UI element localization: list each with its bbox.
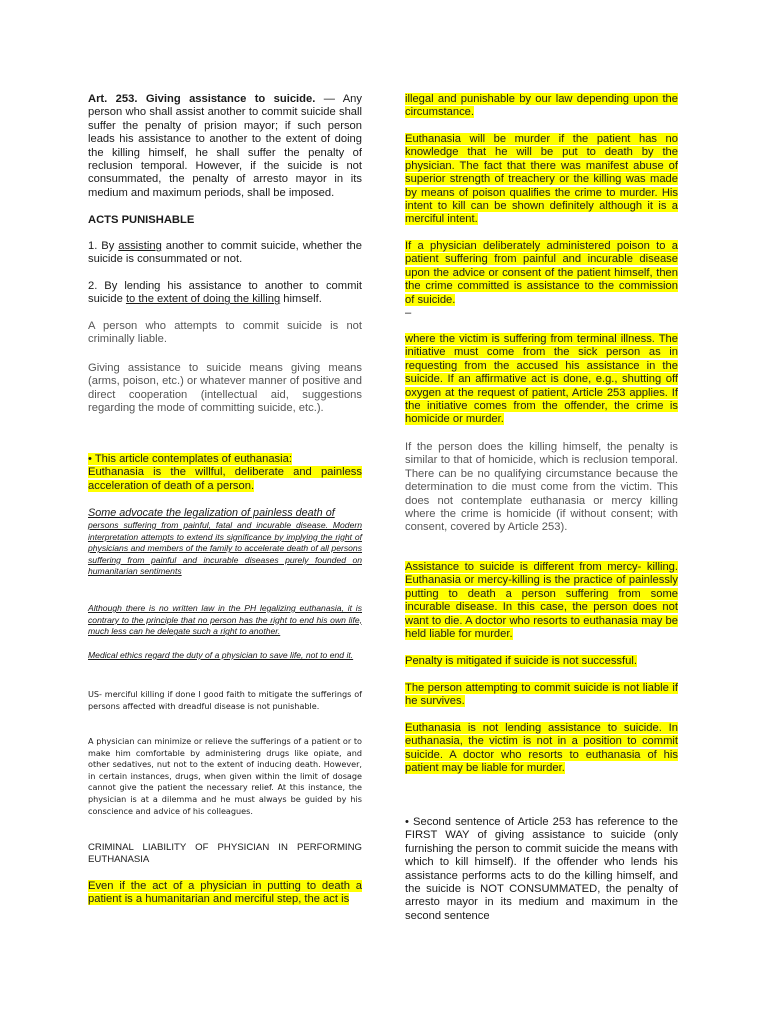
us-note: US- merciful killing if done I good faith to mitigate the sufferings of persons affected with dreadful disease is not punishable. [88, 689, 362, 711]
acts-punishable-heading: ACTS PUNISHABLE [88, 214, 195, 226]
illegal-paragraph [405, 93, 678, 120]
article-253-paragraph [88, 93, 362, 200]
even-if-paragraph [88, 880, 362, 907]
different-from-mercy-killing [405, 561, 678, 641]
euthanasia-definition: Euthanasia is the willful, deliberate and painless acceleration of death of a person. [88, 466, 362, 492]
act-1-underlined: assisting [118, 240, 162, 252]
poison-paragraph [405, 240, 678, 320]
article-dash: — [315, 93, 343, 105]
penalty-mitigated [405, 655, 678, 668]
poison-text: If a physician deliberately administered poison to a patient suffering from painful and incurable disease upon the advice or consent of the patient himself, then the crime committed is assistance to the commission of suicide. [405, 240, 678, 306]
no-written-law: Although there is no written law in the PH legalizing euthanasia, it is contrary to the principle that no person has the right to end his own life, much less can he delegate such a right to another. [88, 603, 362, 637]
attempt-survives [405, 682, 678, 709]
act-1-prefix: 1. By [88, 240, 119, 252]
act-1-rest: another to commit suicide, whether the suicide is consummated or not. [88, 240, 362, 266]
giving-assistance-definition: Giving assistance to suicide means giving means (arms, poison, etc.) or whatever manner of positive and direct cooperation (intellectual aid, suggestions regarding the mode of committing suicide, etc.). [88, 362, 362, 415]
act-2-underlined: to the extent of doing the killing [125, 293, 281, 306]
act-2-rest: himself. [280, 293, 322, 306]
terminal-illness-text: where the victim is suffering from terminal illness. The initiative must come from the sick person as in requesting from the accused his assistance in the suicide. If an affirmative act is done, e.g., shutting off oxygen at the request of patient, Article 253 applies. If the initiative comes from the offender, the crime is homicide or murder. [405, 333, 678, 426]
euthanasia-block [88, 453, 362, 493]
physician-paragraph: A physician can minimize or relieve the sufferings of a patient or to make him comfortable by administering drugs like opiate, and other sedatives, nut not to the extent of inducing death. However, in certain instances, drugs, when given within the limit of dosage cannot give the patient the necessary relief. At this instance, the physician is at a dilemma and he must always be guided by his conscience and advice of his colleagues. [88, 736, 362, 816]
not-lending-assistance [405, 722, 678, 776]
dash-mark: – [405, 307, 412, 320]
article-heading: Art. 253. Giving assistance to suicide. [88, 93, 316, 105]
advocate-body: persons suffering from painful, fatal and incurable disease. Modern interpretation attempts to extend its significance by implying the right of physicians and members of the family to accelerate death of all persons suffering from painful and incurable diseases purely founded on humanitarian sentiments [88, 520, 362, 577]
attempt-not-liable: A person who attempts to commit suicide is not criminally liable. [88, 320, 362, 346]
criminal-liability-heading: CRIMINAL LIABILITY OF PHYSICIAN IN PERFORMING EUTHANASIA [88, 842, 362, 866]
different-text: Assistance to suicide is different from mercy- killing. Euthanasia or mercy-killing is the practice of painlessly putting to death a person suffering from some incurable disease. In this case, the person does not want to die. A doctor who resorts to euthanasia may be held liable for murder. [405, 561, 678, 641]
penalty-mitigated-text: Penalty is mitigated if suicide is not successful. [405, 655, 637, 667]
act-2-prefix: 2. By lending his assistance to another to commit suicide [88, 280, 362, 306]
terminal-illness-paragraph [405, 333, 678, 427]
act-2 [88, 280, 362, 307]
even-if-text: Even if the act of a physician in putting to death a patient is a humanitarian and merciful step, the act is [88, 880, 362, 906]
second-sentence-paragraph: • Second sentence of Article 253 has reference to the FIRST WAY of giving assistance to suicide (only furnishing the person to commit suicide the means with which to kill himself). If the offender who lends his assistance performs acts to do the killing himself, and the suicide is NOT CONSUMMATED, the penalty of arresto mayor in its medium and maximum in the second sentence [405, 816, 678, 922]
medical-ethics: Medical ethics regard the duty of a physician to save life, not to end it. [88, 650, 354, 660]
euthanasia-bullet: • This article contemplates of euthanasia: [88, 453, 292, 465]
article-body: Any person who shall assist another to commit suicide shall suffer the penalty of prision mayor; if such person leads his assistance to another to the extent of doing the killing himself, he shall suffer the penalty of reclusion temporal. However, if the suicide is not consummated, the penalty of arresto mayor in its medium and maximum periods, shall be imposed. [88, 93, 362, 199]
murder-text: Euthanasia will be murder if the patient has no knowledge that he will be put to death by the physician. The fact that there was manifest abuse of superior strength of treachery or the killing was made by means of poison qualifies the crime to murder. His intent to kill can be shown definitely although it is a merciful intent. [405, 133, 678, 226]
not-lending-text: Euthanasia is not lending assistance to suicide. In euthanasia, the victim is not in a position to commit suicide. A doctor who resorts to euthanasia of his patient may be liable for murder. [405, 722, 678, 775]
attempt-survives-text: The person attempting to commit suicide is not liable if he survives. [405, 682, 678, 708]
advocate-heading: Some advocate the legalization of painless death of [88, 507, 335, 519]
killing-himself-paragraph: If the person does the killing himself, the penalty is similar to that of homicide, which is reclusion temporal. There can be no qualifying circumstance because the determination to die must come from the victim. This does not contemplate euthanasia or mercy killing where the crime is homicide (if without consent; with consent, covered by Article 253). [405, 441, 678, 534]
illegal-text: illegal and punishable by our law depending upon the circumstance. [405, 93, 678, 119]
murder-paragraph [405, 133, 678, 227]
act-1 [88, 240, 362, 267]
